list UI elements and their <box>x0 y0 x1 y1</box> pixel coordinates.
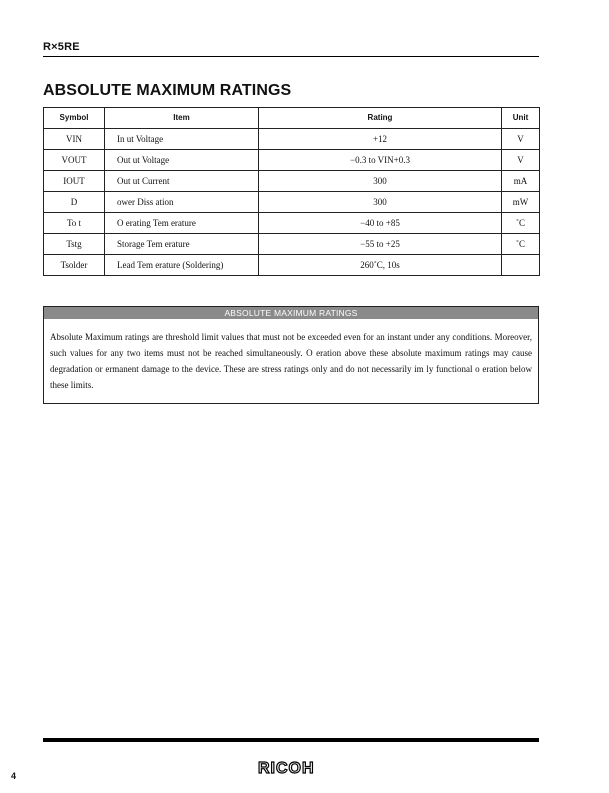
header-symbol: Symbol <box>44 108 105 129</box>
section-title: ABSOLUTE MAXIMUM RATINGS <box>43 82 292 99</box>
header-divider <box>43 56 539 57</box>
table-row <box>44 213 540 234</box>
cell-rating: −40 to +85 <box>259 213 502 234</box>
notice-body: Absolute Maximum ratings are threshold limit values that must not be exceeded even for an instant under any conditions. Moreover, such values for any two items must not be reached simultaneously. O eration above these absolute maximum ratings may cause degradation or ermanent damage to the device. These are stress ratings only and do not necessarily im ly functional o eration below these limits. <box>50 332 532 390</box>
header-item: Item <box>105 108 259 129</box>
cell-item: In ut Voltage <box>105 129 259 150</box>
notice-box <box>43 306 539 404</box>
cell-unit: mA <box>502 171 540 192</box>
table-row <box>44 234 540 255</box>
footer-divider <box>43 738 539 742</box>
brand-logo <box>258 760 315 778</box>
cell-item: ower Diss ation <box>105 192 259 213</box>
cell-unit: mW <box>502 192 540 213</box>
cell-symbol: VIN <box>44 129 105 150</box>
cell-symbol: D <box>44 192 105 213</box>
cell-symbol: VOUT <box>44 150 105 171</box>
cell-rating: −55 to +25 <box>259 234 502 255</box>
table-row <box>44 129 540 150</box>
cell-item: O erating Tem erature <box>105 213 259 234</box>
cell-item: Out ut Current <box>105 171 259 192</box>
cell-item: Storage Tem erature <box>105 234 259 255</box>
cell-item: Out ut Voltage <box>105 150 259 171</box>
table-row <box>44 171 540 192</box>
cell-rating: −0.3 to VIN+0.3 <box>259 150 502 171</box>
table-row <box>44 150 540 171</box>
cell-unit: V <box>502 129 540 150</box>
header-unit: Unit <box>502 108 540 129</box>
cell-symbol: IOUT <box>44 171 105 192</box>
ratings-table <box>43 107 540 276</box>
table-row <box>44 192 540 213</box>
cell-symbol: To t <box>44 213 105 234</box>
notice-heading: ABSOLUTE MAXIMUM RATINGS <box>44 307 538 319</box>
cell-rating: +12 <box>259 129 502 150</box>
page-number: 4 <box>11 771 17 781</box>
table-header-row <box>44 108 540 129</box>
cell-rating: 300 <box>259 171 502 192</box>
cell-unit: ˚C <box>502 213 540 234</box>
cell-symbol: Tsolder <box>44 255 105 276</box>
header-rating: Rating <box>259 108 502 129</box>
cell-rating: 260˚C, 10s <box>259 255 502 276</box>
cell-symbol: Tstg <box>44 234 105 255</box>
table-row <box>44 255 540 276</box>
cell-item: Lead Tem erature (Soldering) <box>105 255 259 276</box>
cell-rating: 300 <box>259 192 502 213</box>
cell-unit: ˚C <box>502 234 540 255</box>
cell-unit <box>502 255 540 276</box>
brand-logo-text: RICOH <box>258 760 315 777</box>
cell-unit: V <box>502 150 540 171</box>
document-code: R×5RE <box>43 41 80 53</box>
